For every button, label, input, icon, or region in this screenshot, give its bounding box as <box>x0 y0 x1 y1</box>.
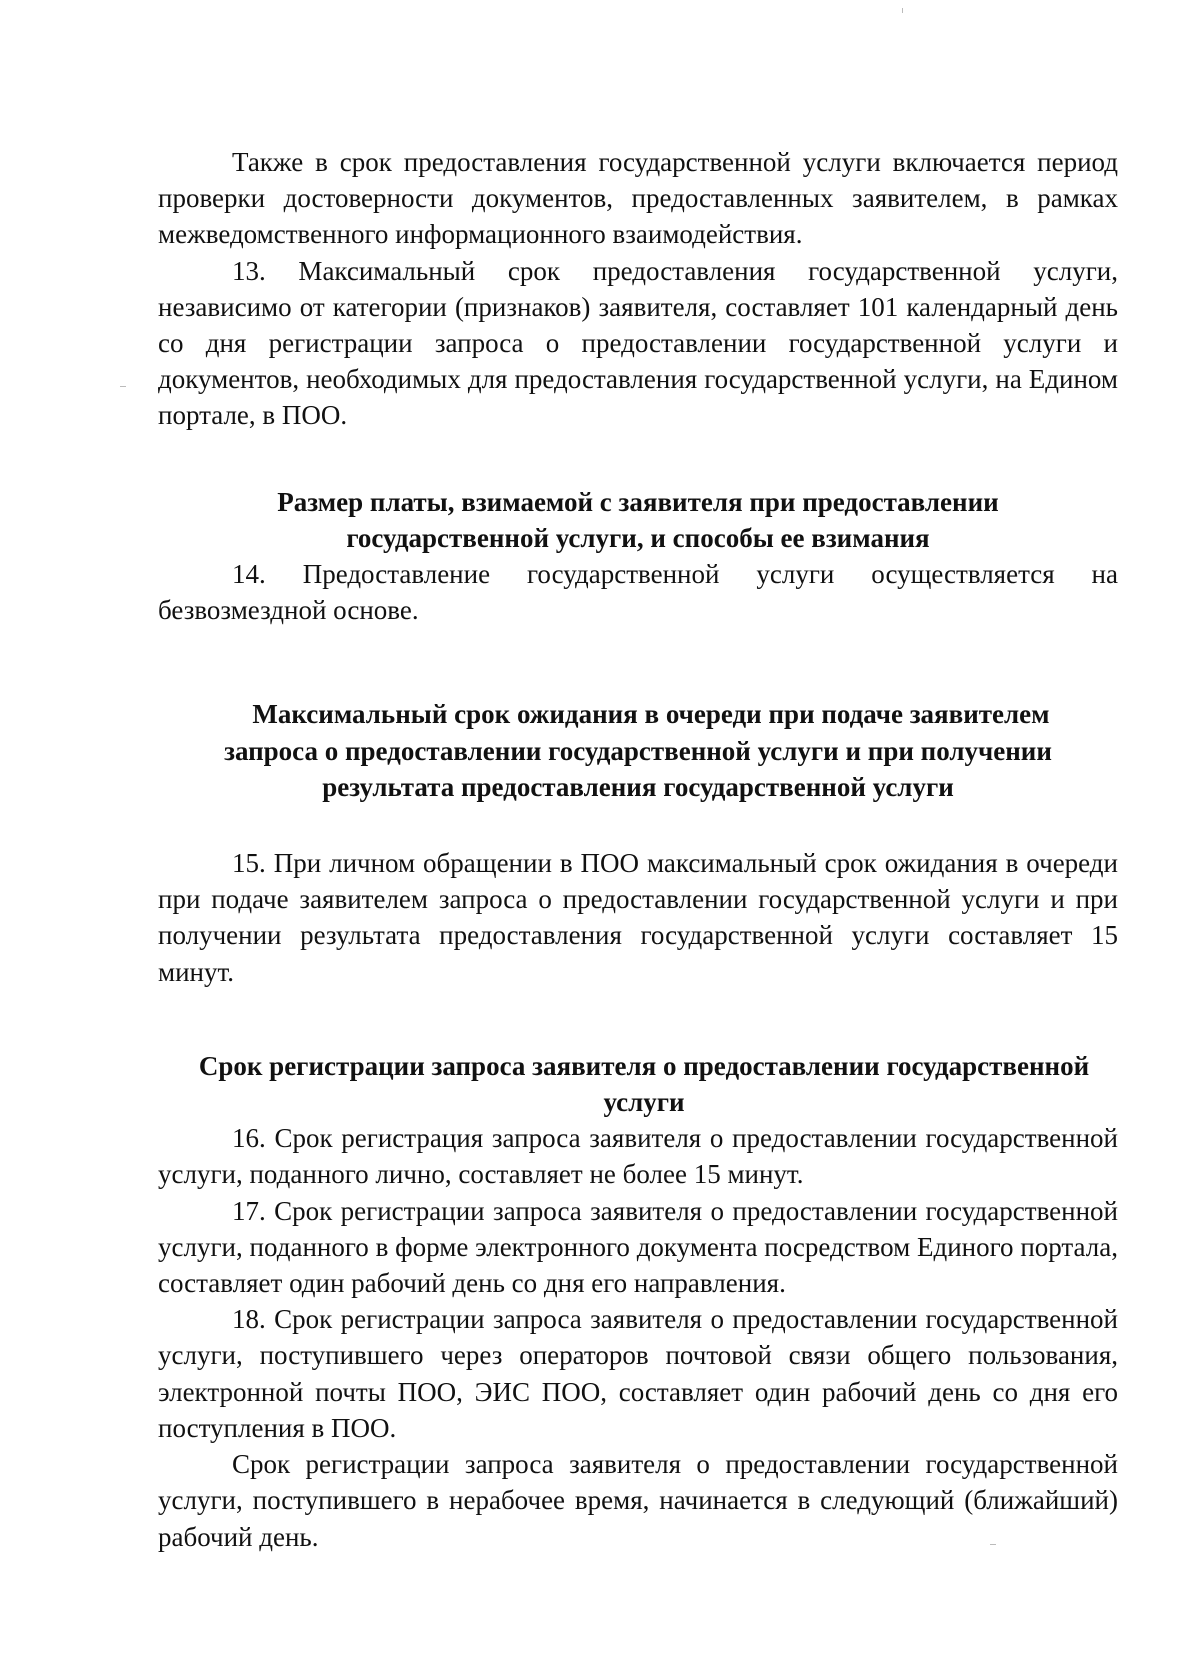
heading-queue-line-3: результата предоставления государственной услуги <box>322 771 954 802</box>
document-page <box>158 144 1118 1555</box>
heading-registration <box>158 1048 1118 1120</box>
paragraph-verification-period: Также в срок предоставления государственной услуги включается период проверки достоверности документов, предоставленных заявителем, в рамках межведомственного информационного взаимодействия. <box>158 147 1118 250</box>
heading-registration-line-1: Срок регистрации запроса заявителя о предоставлении государственной <box>198 1050 1090 1081</box>
heading-queue-line-1: Максимальный срок ожидания в очереди при подаче заявителем <box>252 699 1050 730</box>
paragraph-16: 16. Срок регистрация запроса заявителя о предоставлении государственной услуги, поданного лично, составляет не более 15 минут. <box>158 1123 1118 1190</box>
heading-queue <box>158 696 1118 805</box>
heading-queue-line-2: запроса о предоставлении государственной услуги и при получении <box>224 735 1052 766</box>
heading-fee-line-2: государственной услуги, и способы ее взимания <box>346 522 930 553</box>
heading-registration-line-2: услуги <box>603 1087 685 1118</box>
paragraph-15: 15. При личном обращении в ПОО максимальный срок ожидания в очереди при подаче заявителем запроса о предоставлении государственной услуги и при получении результата предоставления государственной услуги составляет 15 минут. <box>158 848 1118 987</box>
paragraph-18: 18. Срок регистрации запроса заявителя о предоставлении государственной услуги, поступившего через операторов почтовой связи общего пользования, электронной почты ПОО, ЭИС ПОО, составляет один рабочий день со дня его поступления в ПОО. <box>158 1304 1118 1443</box>
heading-fee <box>158 484 1118 556</box>
heading-fee-line-1: Размер платы, взимаемой с заявителя при предоставлении <box>277 486 999 517</box>
paragraph-17: 17. Срок регистрации запроса заявителя о предоставлении государственной услуги, поданного в форме электронного документа посредством Единого портала, составляет один рабочий день со дня его направления. <box>158 1195 1118 1299</box>
paragraph-14: 14. Предоставление государственной услуги осуществляется на безвозмездной основе. <box>158 559 1118 626</box>
scan-speck-bottom <box>990 1544 996 1545</box>
paragraph-13: 13. Максимальный срок предоставления государственной услуги, независимо от категории (признаков) заявителя, составляет 101 календарный день со дня регистрации запроса о предоставлении государственной услуги и документов, необходимых для предоставления государственной услуги, на Едином портале, в ПОО. <box>158 255 1118 431</box>
paragraph-nonworking-time: Срок регистрации запроса заявителя о предоставлении государственной услуги, поступившего в нерабочее время, начинается в следующий (ближайший) рабочий день. <box>158 1449 1118 1552</box>
scan-speck-left <box>120 386 126 387</box>
scan-speck-top <box>902 8 903 13</box>
